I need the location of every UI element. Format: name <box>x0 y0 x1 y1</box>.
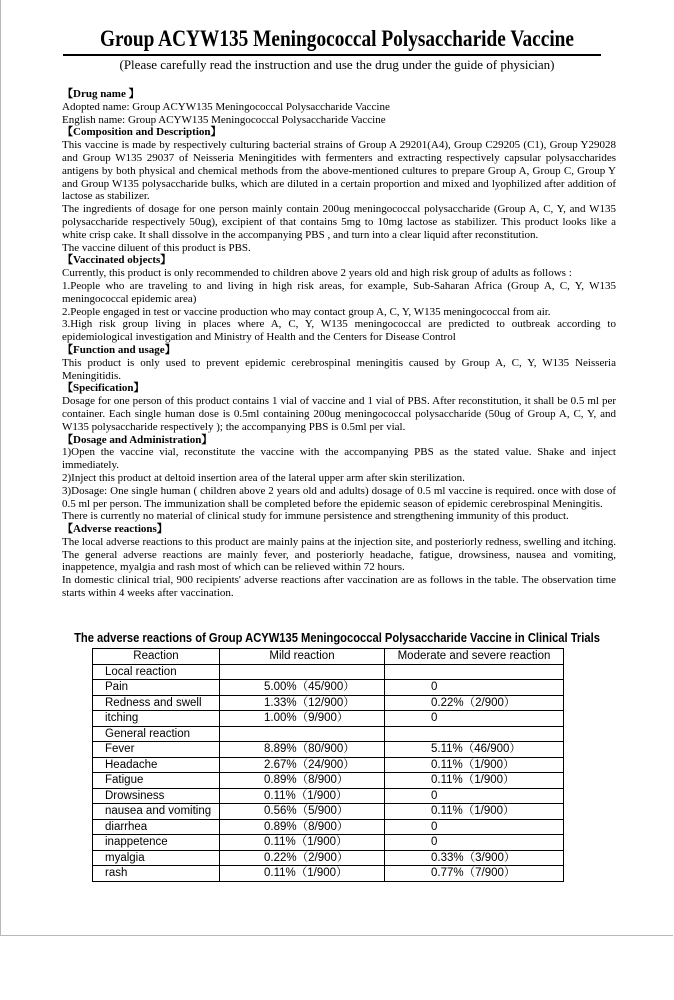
severe-reaction-cell: 0.77%（7/900） <box>385 866 564 882</box>
body-paragraph: 2.People engaged in test or vaccine production who may contact group A, C, Y, W135 meningococcal from air. <box>62 305 551 318</box>
reaction-cell: Pain <box>93 680 220 696</box>
mild-reaction-cell: 0.11%（1/900） <box>220 788 385 804</box>
table-row <box>93 804 564 820</box>
mild-reaction-cell: 0.11%（1/900） <box>220 866 385 882</box>
mild-reaction-cell: 0.56%（5/900） <box>220 804 385 820</box>
section-heading: 【Drug name 】 <box>62 88 140 100</box>
body-paragraph: This product is only used to prevent epidemic cerebrospinal meningitis caused by Group A, C, Y, W135 Neisseria Meningitidis. <box>62 356 616 382</box>
mild-reaction-cell: 0.89%（8/900） <box>220 773 385 789</box>
column-header-mild: Mild reaction <box>220 649 385 665</box>
section-heading: 【Vaccinated objects】 <box>62 254 172 267</box>
mild-reaction-cell: 1.00%（9/900） <box>220 711 385 727</box>
severe-reaction-cell: 0.11%（1/900） <box>385 757 564 773</box>
section-heading: 【Specification】 <box>62 382 145 395</box>
reaction-cell: itching <box>93 711 220 727</box>
reaction-cell: Headache <box>93 757 220 773</box>
severe-reaction-cell: 0 <box>385 711 564 727</box>
mild-reaction-cell: 5.00%（45/900） <box>220 680 385 696</box>
body-paragraph: Currently, this product is only recommended to children above 2 years old and high risk group of adults as follows : <box>62 267 572 280</box>
reaction-cell: nausea and vomiting <box>93 804 220 820</box>
body-paragraph: 1.People who are traveling to and living in high risk areas, for example, Sub-Saharan Africa (Group A, C, Y, W135 meningococcal epidemic area) <box>62 279 616 305</box>
mild-reaction-cell: 8.89%（80/900） <box>220 742 385 758</box>
section-heading: 【Composition and Description】 <box>62 126 222 139</box>
severe-reaction-cell: 0.11%（1/900） <box>385 804 564 820</box>
reaction-cell: Fatigue <box>93 773 220 789</box>
reaction-cell: myalgia <box>93 850 220 866</box>
reaction-cell: rash <box>93 866 220 882</box>
severe-reaction-cell <box>385 726 564 742</box>
table-row <box>93 742 564 758</box>
reaction-cell: Fever <box>93 742 220 758</box>
section-heading: 【Adverse reactions】 <box>62 523 168 536</box>
body-paragraph: English name: Group ACYW135 Meningococcal Polysaccharide Vaccine <box>62 113 386 126</box>
table-row <box>93 866 564 882</box>
severe-reaction-cell: 0.33%（3/900） <box>385 850 564 866</box>
severe-reaction-cell: 0.22%（2/900） <box>385 695 564 711</box>
severe-reaction-cell <box>385 664 564 680</box>
document-title: Group ACYW135 Meningococcal Polysaccharide Vaccine <box>99 26 575 51</box>
reaction-cell: Local reaction <box>93 664 220 680</box>
table-row <box>93 850 564 866</box>
adverse-reactions-table <box>92 648 564 882</box>
body-paragraph: The ingredients of dosage for one person mainly contain 200ug meningococcal polysaccharide (Group A, C, Y, and W135 polysaccharide respectively 50ug), excipient of that contains 5mg to 10mg lactose as stabilizer. This product looks like a white crisp cake. It shall dissolve in the accompanying PBS , and turn into a clear liquid after reconstitution. <box>62 203 616 241</box>
table-row <box>93 664 564 680</box>
severe-reaction-cell: 0 <box>385 788 564 804</box>
body-paragraph: Adopted name: Group ACYW135 Meningococcal Polysaccharide Vaccine <box>62 100 390 113</box>
table-row <box>93 680 564 696</box>
table-title: The adverse reactions of Group ACYW135 Meningococcal Polysaccharide Vaccine in Clinical Trials <box>74 630 600 645</box>
reaction-cell: diarrhea <box>93 819 220 835</box>
reaction-cell: Drowsiness <box>93 788 220 804</box>
body-paragraph: Dosage for one person of this product contains 1 vial of vaccine and 1 vial of PBS. After reconstitution, it shall be 0.5 ml per container. Each single human dose is 0.5ml containing 200ug meningococcal polysaccharide (50ug of Group A, C, Y, and W135 polysaccharide respectively ); the accompanying PBS is 0.5ml per vial. <box>62 395 616 433</box>
mild-reaction-cell: 0.11%（1/900） <box>220 835 385 851</box>
section-heading: 【Function and usage】 <box>62 343 176 356</box>
column-header-severe: Moderate and severe reaction <box>385 649 564 665</box>
mild-reaction-cell: 2.67%（24/900） <box>220 757 385 773</box>
document-body <box>62 88 616 600</box>
body-paragraph: In domestic clinical trial, 900 recipients' adverse reactions after vaccination are as follows in the table. The observation time starts within 4 weeks after vaccination. <box>62 574 616 600</box>
mild-reaction-cell <box>220 726 385 742</box>
body-paragraph: 3)Dosage: One single human ( children above 2 years old and adults) dosage of 0.5 ml vaccine is required. once with dose of 0.5 ml per person. The immunization shall be completed before the epidemic season of epidemic cerebrospinal Meningitis. <box>62 484 616 510</box>
table-row <box>93 757 564 773</box>
severe-reaction-cell: 0 <box>385 819 564 835</box>
body-paragraph: 3.High risk group living in places where A, C, Y, W135 meningococcal are predicted to outbreak according to epidemiological investigation and Ministry of Health and the Centers for Disease Control <box>62 318 616 344</box>
title-rule <box>63 54 601 56</box>
mild-reaction-cell: 0.89%（8/900） <box>220 819 385 835</box>
severe-reaction-cell: 0 <box>385 835 564 851</box>
table-row <box>93 773 564 789</box>
body-paragraph: The local adverse reactions to this product are mainly pains at the injection site, and posteriorly redness, swelling and itching. The general adverse reactions are mainly fever, and posteriorly headache, fatigue, drowsiness, nausea and vomiting, inappetence, myalgia and rash most of which can be relieved within 72 hours. <box>62 535 616 574</box>
table-row <box>93 695 564 711</box>
column-header-reaction: Reaction <box>93 649 220 665</box>
severe-reaction-cell: 0.11%（1/900） <box>385 773 564 789</box>
reaction-cell: General reaction <box>93 726 220 742</box>
table-row <box>93 711 564 727</box>
body-paragraph: 1)Open the vaccine vial, reconstitute the vaccine with the accompanying PBS as the stated value. Shake and inject immediately. <box>62 446 616 472</box>
severe-reaction-cell: 0 <box>385 680 564 696</box>
document-subtitle: (Please carefully read the instruction and use the drug under the guide of physician) <box>119 57 555 72</box>
section-heading: 【Dosage and Administration】 <box>62 433 213 446</box>
table-header-row <box>93 649 564 665</box>
mild-reaction-cell: 1.33%（12/900） <box>220 695 385 711</box>
table-row <box>93 726 564 742</box>
reaction-cell: Redness and swell <box>93 695 220 711</box>
table-body <box>93 664 564 881</box>
severe-reaction-cell: 5.11%（46/900） <box>385 742 564 758</box>
table-row <box>93 819 564 835</box>
table-row <box>93 788 564 804</box>
mild-reaction-cell: 0.22%（2/900） <box>220 850 385 866</box>
body-paragraph: 2)Inject this product at deltoid insertion area of the lateral upper arm after skin sterilization. <box>62 471 465 484</box>
body-paragraph: This vaccine is made by respectively culturing bacterial strains of Group A 29201(A4), Group C29205 (C1), Group Y29028 and Group W135 29037 of Neisseria Meningitides with fermenters and extracting respectively capsular polysaccharides antigens by both physical and chemical methods from the above-mentioned cultures to prepare Group A, Group C, Group Y and Group W135 polysaccharide bulks, which are diluted in a certain proportion and mixed and lyophilized after addition of lactose as stabilizer. <box>62 139 616 203</box>
reaction-cell: inappetence <box>93 835 220 851</box>
mild-reaction-cell <box>220 664 385 680</box>
body-paragraph: The vaccine diluent of this product is PBS. <box>62 241 251 254</box>
table-row <box>93 835 564 851</box>
body-paragraph: There is currently no material of clinical study for immune persistence and strengthening immunity of this product. <box>62 510 569 523</box>
